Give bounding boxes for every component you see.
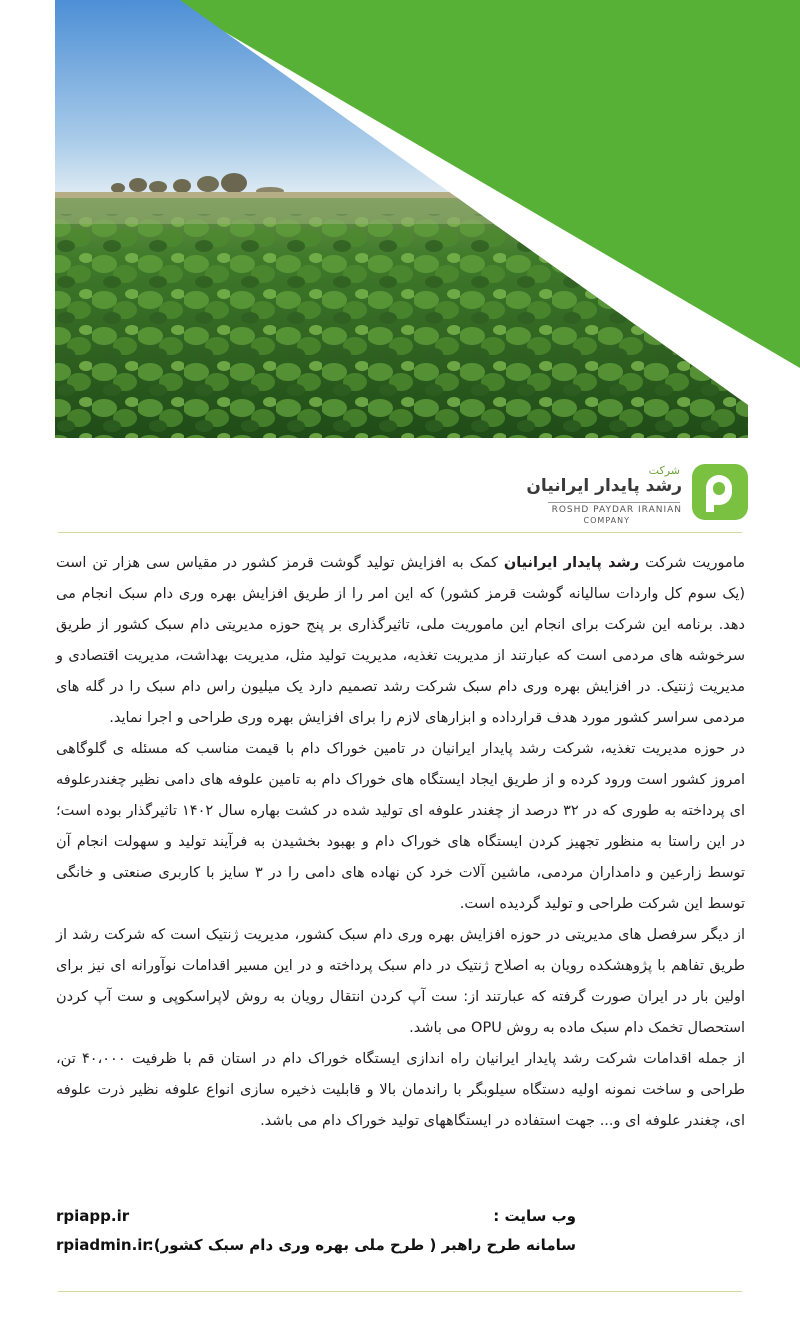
article-paragraph-4: از جمله اقدامات شرکت رشد پایدار ایرانیان راه اندازی ایستگاه خوراک دام در استان قم با ظرفیت ۴۰،۰۰۰ تن، طراحی و ساخت نمونه اولیه دستگاه سیلوبگر با راندمان بالا و قابلیت ذخیره سازی انواع علوفه نظیر ذرت علوفه ای، چغندر علوفه ای و... جهت استفاده در ایستگاههای تولید خوراک دام می باشد. xyxy=(56,1051,745,1129)
paragraph-1-start: ماموریت شرکت xyxy=(639,555,745,571)
system-label: سامانه طرح راهبر ( طرح ملی بهره وری دام سبک کشور): xyxy=(147,1236,576,1254)
system-row xyxy=(56,1236,576,1264)
website-row xyxy=(56,1207,576,1235)
divider-top xyxy=(58,532,742,533)
website-label: وب سایت : xyxy=(493,1207,576,1225)
hero-banner xyxy=(0,0,800,440)
article-body xyxy=(56,548,745,1137)
company-name-highlight: رشد پایدار ایرانیان xyxy=(503,555,640,571)
divider-bottom xyxy=(58,1291,742,1292)
logo-divider xyxy=(548,502,680,503)
company-logo xyxy=(526,464,748,526)
logo-latin-company: COMPANY xyxy=(583,516,630,525)
paragraph-1-rest: کمک به افزایش تولید گوشت قرمز کشور در مقیاس سی هزار تن است (یک سوم کل واردات سالیانه گوشت قرمز کشور) که این امر را از طریق افزایش بهره وری دام سبک انجام می دهد. برنامه این شرکت برای انجام این ماموریت ملی، تاثیرگذاری بر پنج حوزه مدیریتی دام سبک کشور از طریق سرخوشه های مردمی است که عبارتند از مدیریت تغذیه، مدیریت تولید مثل، مدیریت بهداشت، مدیریت اقتصادی و مدیریت ژنتیک. در افزایش بهره وری دام سبک شرکت رشد تصمیم دارد یک میلیون راس دام سبک را در گله های مردمی سراسر کشور مورد هدف قرارداده و ابزارهای لازم را برای افزایش بهره وری طراحی و اجرا نماید. xyxy=(56,555,745,726)
system-link[interactable]: rpiadmin.ir xyxy=(56,1236,150,1254)
leaf-p-logo-icon xyxy=(692,464,748,520)
article-paragraph-2: در حوزه مدیریت تغذیه، شرکت رشد پایدار ایرانیان در تامین خوراک دام با قیمت مناسب که مسئله ی گلوگاهی امروز کشور است ورود کرده و از طریق ایجاد ایستگاه های خوراک دام به تامین علوفه های دامی نظیر چغندرعلوفه ای پرداخته به طوری که در ۳۲ درصد از چغندر علوفه ای تولید شده در کشت بهاره سال ۱۴۰۲ تاثیرگذار بوده است؛ در این راستا به منظور تجهیز کردن ایستگاه های خوراک دام و بهبود بخشیدن به فرآیند تولید و سهولت انجام آن توسط زارعین و دامداران مردمی، ماشین آلات خرد کن نهاده های دامی را در ۳ سایز با کاربری صنعتی و خانگی توسط این شرکت طراحی و تولید گردیده است. xyxy=(56,741,746,912)
article-paragraph-3: از دیگر سرفصل های مدیریتی در حوزه افزایش بهره وری دام سبک کشور، مدیریت ژنتیک است که شرکت رشد از طریق تفاهم با پژوهشکده رویان به اصلاح ژنتیک در دام سبک پرداخته و در این مسیر اقدامات نوآورانه ای نیز برای اولین بار در ایران صورت گرفته که عبارتند از: ست آپ کردن انتقال رویان به روش لاپراسکوپی و ست آپ کردن استحصال تخمک دام سبک ماده به روش OPU می باشد. xyxy=(56,927,745,1036)
logo-latin-name: ROSHD PAYDAR IRANIAN xyxy=(551,505,682,515)
article-paragraph-1 xyxy=(56,548,745,734)
logo-company-word: شرکت xyxy=(648,464,680,477)
logo-company-name: رشد پایدار ایرانیان xyxy=(526,476,682,496)
website-link[interactable]: rpiapp.ir xyxy=(56,1207,130,1225)
